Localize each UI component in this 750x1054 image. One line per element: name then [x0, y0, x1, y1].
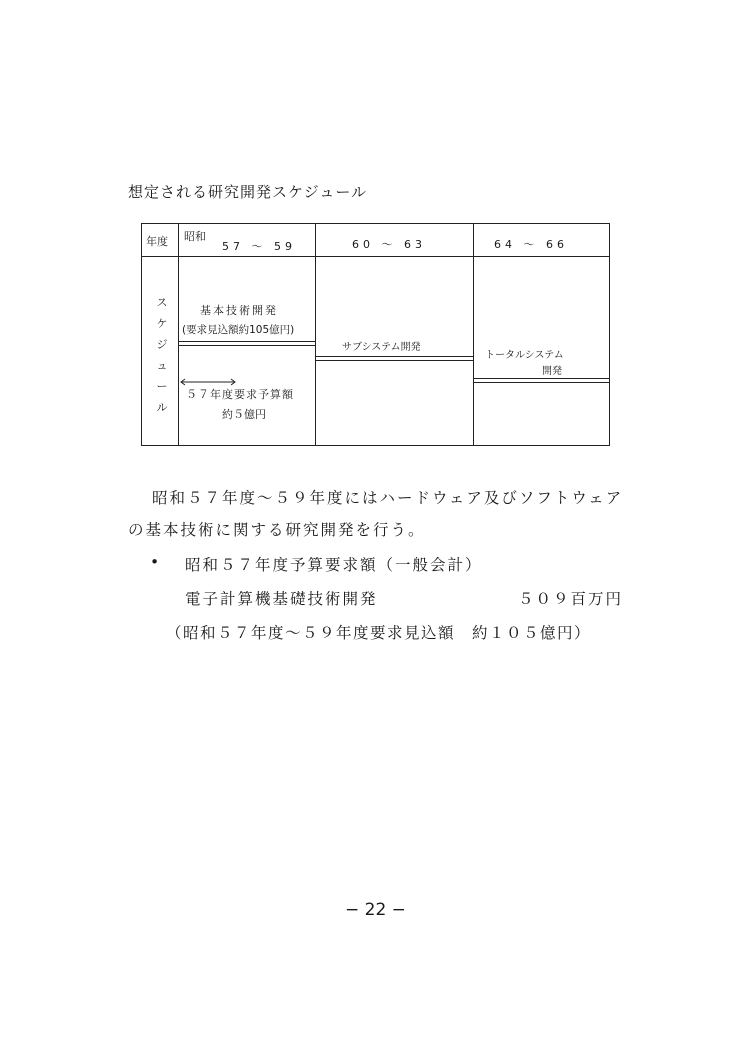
page-number: − 22 −	[345, 900, 406, 920]
budget-item-amount: ５０９百万円	[518, 590, 624, 608]
phase-2-bar	[316, 356, 473, 361]
column-divider	[178, 224, 179, 445]
year-header-label: 年度	[146, 235, 168, 248]
era-label: 昭和	[184, 230, 206, 243]
budget-heading: 昭和５７年度予算要求額（一般会計）	[185, 556, 483, 574]
phase-1-budget-line2: 約５億円	[222, 408, 266, 421]
period-1-label: 57 〜 59	[222, 240, 296, 253]
bullet-icon: •	[150, 553, 162, 571]
period-2-label: 60 〜 63	[352, 238, 426, 251]
column-divider	[473, 224, 474, 445]
budget-item-name: 電子計算機基礎技術開発	[185, 590, 378, 608]
column-divider	[315, 224, 316, 445]
phase-1-note: (要求見込額約105億円)	[182, 324, 295, 336]
schedule-table	[141, 223, 610, 446]
phase-3-bar	[474, 378, 610, 383]
phase-1-title: 基本技術開発	[200, 304, 278, 317]
phase-2-title: サブシステム開発	[342, 342, 421, 353]
phase-3-title-line2: 開発	[542, 366, 562, 377]
period-3-label: 64 〜 66	[494, 238, 568, 251]
phase-1-bar	[179, 341, 315, 346]
header-divider	[142, 256, 609, 257]
paragraph-line-1: 昭和５７年度〜５９年度にはハードウェア及びソフトウェア	[152, 489, 624, 507]
schedule-heading: 想定される研究開発スケジュール	[128, 183, 368, 201]
row-label-schedule: ス ケ ジ ュ ー ル	[156, 296, 168, 414]
budget-note: （昭和５７年度〜５９年度要求見込額 約１０５億円）	[166, 624, 592, 642]
paragraph-line-2: の基本技術に関する研究開発を行う。	[128, 521, 426, 539]
phase-1-budget-line1: ５７年度要求予算額	[186, 388, 294, 401]
phase-3-title-line1: トータルシステム	[485, 350, 564, 361]
arrow-icon	[179, 378, 239, 386]
